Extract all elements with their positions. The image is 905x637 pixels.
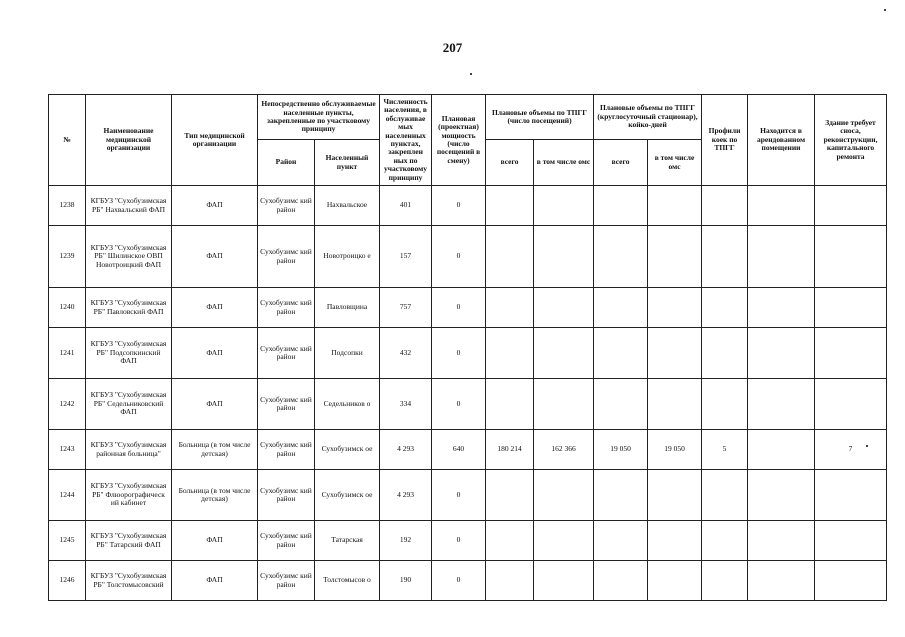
cell-org: КГБУЗ "Сухобузимская РБ" Павловский ФАП bbox=[86, 288, 172, 328]
cell-building: 7 bbox=[815, 430, 887, 470]
cell-building bbox=[815, 186, 887, 226]
cell-visits-total bbox=[486, 328, 534, 379]
header-visits-oms: в том числе омс bbox=[534, 140, 594, 186]
scan-speck bbox=[470, 73, 472, 75]
cell-visits-total bbox=[486, 288, 534, 328]
cell-type: ФАП bbox=[172, 561, 258, 601]
cell-beds-total bbox=[594, 226, 648, 288]
cell-visits-oms bbox=[534, 470, 594, 521]
cell-district: Сухобузимс кий район bbox=[258, 470, 315, 521]
cell-profiles bbox=[702, 470, 748, 521]
cell-capacity: 0 bbox=[432, 328, 486, 379]
cell-visits-total: 180 214 bbox=[486, 430, 534, 470]
cell-profiles bbox=[702, 226, 748, 288]
cell-visits-oms bbox=[534, 288, 594, 328]
cell-visits-oms bbox=[534, 561, 594, 601]
cell-beds-total bbox=[594, 521, 648, 561]
cell-org: КГБУЗ "Сухобузимская РБ" Седельниковский ФАП bbox=[86, 379, 172, 430]
cell-profiles bbox=[702, 521, 748, 561]
cell-settlement: Сухобузимск ое bbox=[315, 470, 380, 521]
header-no: № bbox=[49, 95, 86, 186]
header-beds-total: всего bbox=[594, 140, 648, 186]
header-org: Наименование медицинской организации bbox=[86, 95, 172, 186]
cell-type: Больница (в том числе детская) bbox=[172, 470, 258, 521]
cell-no: 1246 bbox=[49, 561, 86, 601]
cell-org: КГБУЗ "Сухобузимская РБ" Флюорографическ ий кабинет bbox=[86, 470, 172, 521]
cell-rented bbox=[748, 521, 815, 561]
cell-type: ФАП bbox=[172, 379, 258, 430]
cell-beds-oms bbox=[648, 470, 702, 521]
cell-population: 4 293 bbox=[380, 470, 432, 521]
cell-settlement: Седельников о bbox=[315, 379, 380, 430]
cell-no: 1241 bbox=[49, 328, 86, 379]
cell-capacity: 0 bbox=[432, 226, 486, 288]
cell-visits-oms: 162 366 bbox=[534, 430, 594, 470]
cell-visits-oms bbox=[534, 521, 594, 561]
cell-no: 1240 bbox=[49, 288, 86, 328]
header-type: Тип медицинской организации bbox=[172, 95, 258, 186]
cell-no: 1243 bbox=[49, 430, 86, 470]
cell-capacity: 0 bbox=[432, 521, 486, 561]
cell-beds-oms: 19 050 bbox=[648, 430, 702, 470]
cell-org: КГБУЗ "Сухобузимская РБ" Подсопкинский ФАП bbox=[86, 328, 172, 379]
page-number: 207 bbox=[442, 40, 463, 55]
table-row bbox=[49, 521, 887, 561]
cell-building bbox=[815, 328, 887, 379]
cell-district: Сухобузимс кий район bbox=[258, 561, 315, 601]
cell-settlement: Павловщина bbox=[315, 288, 380, 328]
cell-population: 4 293 bbox=[380, 430, 432, 470]
cell-capacity: 0 bbox=[432, 470, 486, 521]
cell-settlement: Сухобузимск ое bbox=[315, 430, 380, 470]
table-row bbox=[49, 186, 887, 226]
cell-capacity: 640 bbox=[432, 430, 486, 470]
cell-district: Сухобузимс кий район bbox=[258, 430, 315, 470]
cell-visits-total bbox=[486, 226, 534, 288]
cell-visits-total bbox=[486, 379, 534, 430]
cell-beds-oms bbox=[648, 561, 702, 601]
header-tpgg-beds: Плановые объемы по ТПГГ (круглосуточный стационар), койко-дней bbox=[594, 95, 702, 140]
cell-building bbox=[815, 379, 887, 430]
cell-profiles: 5 bbox=[702, 430, 748, 470]
header-capacity: Плановая (проектная) мощность (число посещений в смену) bbox=[432, 95, 486, 186]
cell-settlement: Толстомысов о bbox=[315, 561, 380, 601]
cell-rented bbox=[748, 470, 815, 521]
header-district: Район bbox=[258, 140, 315, 186]
cell-beds-oms bbox=[648, 288, 702, 328]
cell-beds-total bbox=[594, 561, 648, 601]
cell-profiles bbox=[702, 379, 748, 430]
cell-population: 192 bbox=[380, 521, 432, 561]
cell-org: КГБУЗ "Сухобузимская РБ" Татарский ФАП bbox=[86, 521, 172, 561]
cell-visits-oms bbox=[534, 328, 594, 379]
cell-type: ФАП bbox=[172, 521, 258, 561]
cell-org: КГБУЗ "Сухобузимская РБ" Шилинское ОВП Новотроицкий ФАП bbox=[86, 226, 172, 288]
cell-capacity: 0 bbox=[432, 379, 486, 430]
cell-settlement: Татарская bbox=[315, 521, 380, 561]
cell-population: 757 bbox=[380, 288, 432, 328]
cell-org: КГБУЗ "Сухобузимская РБ" Нахвальский ФАП bbox=[86, 186, 172, 226]
table-row bbox=[49, 379, 887, 430]
cell-district: Сухобузимс кий район bbox=[258, 328, 315, 379]
cell-beds-oms bbox=[648, 379, 702, 430]
cell-type: ФАП bbox=[172, 226, 258, 288]
header-rented: Находится в арендованном помещении bbox=[748, 95, 815, 186]
header-population: Численность населения, в обслуживае мых населенных пунктах, закреплен ных по участковому принципу bbox=[380, 95, 432, 186]
cell-building bbox=[815, 470, 887, 521]
cell-capacity: 0 bbox=[432, 288, 486, 328]
cell-settlement: Нахвальское bbox=[315, 186, 380, 226]
header-attached: Непосредственно обслуживаемые населенные пункты, закрепленные по участковому принципу bbox=[258, 95, 380, 140]
cell-population: 334 bbox=[380, 379, 432, 430]
table-row bbox=[49, 430, 887, 470]
cell-type: Больница (в том числе детская) bbox=[172, 430, 258, 470]
cell-visits-total bbox=[486, 521, 534, 561]
cell-profiles bbox=[702, 328, 748, 379]
cell-beds-oms bbox=[648, 328, 702, 379]
table-row bbox=[49, 328, 887, 379]
cell-beds-oms bbox=[648, 226, 702, 288]
cell-visits-total bbox=[486, 561, 534, 601]
cell-no: 1242 bbox=[49, 379, 86, 430]
cell-beds-total bbox=[594, 186, 648, 226]
cell-profiles bbox=[702, 186, 748, 226]
cell-no: 1244 bbox=[49, 470, 86, 521]
cell-population: 401 bbox=[380, 186, 432, 226]
cell-org: КГБУЗ "Сухобузимская РБ" Толстомысовский bbox=[86, 561, 172, 601]
cell-building bbox=[815, 561, 887, 601]
cell-profiles bbox=[702, 561, 748, 601]
cell-rented bbox=[748, 561, 815, 601]
table-row bbox=[49, 226, 887, 288]
cell-beds-total bbox=[594, 379, 648, 430]
cell-rented bbox=[748, 288, 815, 328]
cell-rented bbox=[748, 379, 815, 430]
cell-no: 1239 bbox=[49, 226, 86, 288]
cell-beds-total bbox=[594, 328, 648, 379]
header-building: Здание требует сноса, реконструкции, капитального ремонта bbox=[815, 95, 887, 186]
cell-type: ФАП bbox=[172, 186, 258, 226]
cell-district: Сухобузимс кий район bbox=[258, 226, 315, 288]
cell-district: Сухобузимс кий район bbox=[258, 288, 315, 328]
table-row bbox=[49, 288, 887, 328]
cell-population: 157 bbox=[380, 226, 432, 288]
facilities-table bbox=[48, 94, 887, 601]
cell-visits-oms bbox=[534, 379, 594, 430]
cell-beds-oms bbox=[648, 521, 702, 561]
cell-type: ФАП bbox=[172, 328, 258, 379]
cell-population: 432 bbox=[380, 328, 432, 379]
cell-visits-oms bbox=[534, 186, 594, 226]
cell-beds-total: 19 050 bbox=[594, 430, 648, 470]
header-tpgg-visits: Плановые объемы по ТПГГ (число посещений) bbox=[486, 95, 594, 140]
cell-capacity: 0 bbox=[432, 186, 486, 226]
cell-type: ФАП bbox=[172, 288, 258, 328]
cell-visits-total bbox=[486, 470, 534, 521]
cell-org: КГБУЗ "Сухобузимская районная больница" bbox=[86, 430, 172, 470]
cell-building bbox=[815, 288, 887, 328]
cell-district: Сухобузимс кий район bbox=[258, 521, 315, 561]
cell-population: 190 bbox=[380, 561, 432, 601]
cell-building bbox=[815, 226, 887, 288]
cell-district: Сухобузимс кий район bbox=[258, 186, 315, 226]
cell-visits-oms bbox=[534, 226, 594, 288]
header-beds-oms: в том числе омс bbox=[648, 140, 702, 186]
header-profiles: Профили коек по ТПГГ bbox=[702, 95, 748, 186]
cell-beds-total bbox=[594, 288, 648, 328]
cell-district: Сухобузимс кий район bbox=[258, 379, 315, 430]
cell-building bbox=[815, 521, 887, 561]
header-row-top bbox=[49, 95, 887, 140]
header-visits-total: всего bbox=[486, 140, 534, 186]
cell-capacity: 0 bbox=[432, 561, 486, 601]
header-settlement: Населенный пункт bbox=[315, 140, 380, 186]
table-row bbox=[49, 561, 887, 601]
cell-visits-total bbox=[486, 186, 534, 226]
cell-settlement: Подсопки bbox=[315, 328, 380, 379]
cell-beds-oms bbox=[648, 186, 702, 226]
scan-speck bbox=[884, 9, 886, 11]
cell-rented bbox=[748, 430, 815, 470]
cell-settlement: Новотроицко е bbox=[315, 226, 380, 288]
cell-profiles bbox=[702, 288, 748, 328]
cell-no: 1238 bbox=[49, 186, 86, 226]
cell-beds-total bbox=[594, 470, 648, 521]
cell-rented bbox=[748, 186, 815, 226]
table-row bbox=[49, 470, 887, 521]
cell-no: 1245 bbox=[49, 521, 86, 561]
cell-rented bbox=[748, 328, 815, 379]
cell-rented bbox=[748, 226, 815, 288]
